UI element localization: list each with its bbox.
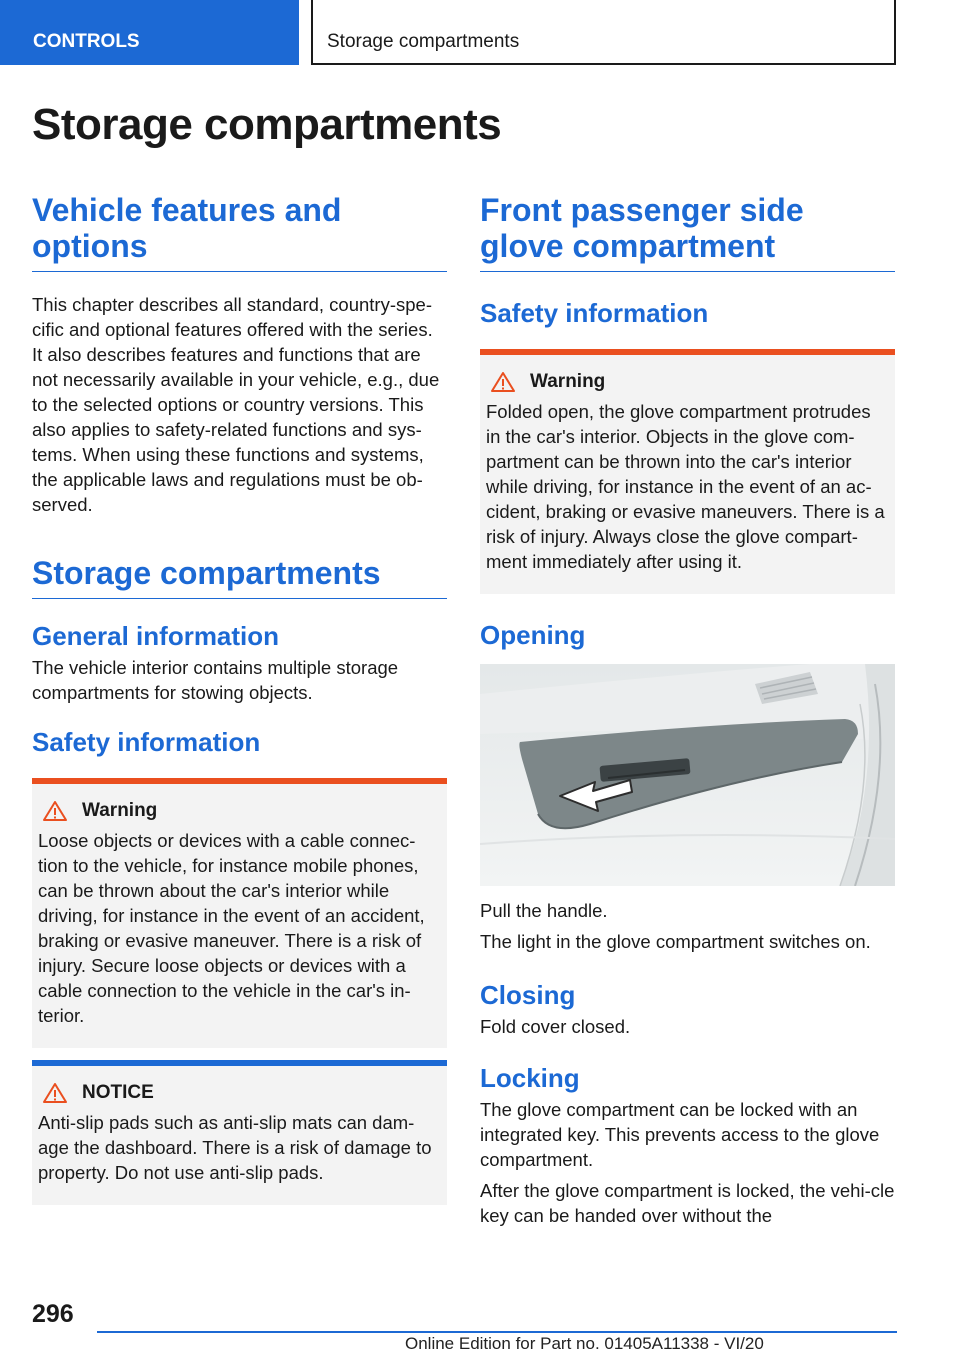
heading-locking: Locking: [480, 1063, 580, 1093]
locking-paragraph-2: After the glove compartment is locked, the vehi-cle key can be handed over without the: [480, 1180, 895, 1226]
topic-tab: Storage compartments: [311, 0, 896, 65]
heading-general-information: General information: [32, 621, 280, 651]
opening-step-2: The light in the glove compartment switches on.: [480, 931, 871, 952]
notice-triangle-icon: [42, 1082, 68, 1104]
left-column: [32, 192, 447, 1205]
locking-paragraph-1: The glove compartment can be locked with an integrated key. This prevents access to the glove compartment.: [480, 1099, 880, 1170]
heading-opening: Opening: [480, 620, 586, 650]
heading-safety-information-right: Safety information: [480, 298, 709, 328]
glove-warning-box: [480, 349, 895, 594]
heading-glove-compartment: Front passenger side glove compartment: [480, 192, 895, 272]
opening-step-1: Pull the handle.: [480, 900, 608, 921]
glove-warning-header: [486, 371, 889, 393]
glove-warning-text: Folded open, the glove compartment protrudes in the car's interior. Objects in the glove com-partment can be thrown into the car's interior while driving, for instance in the event of an ac-cident, braking or evasive maneuvers. There is a risk of injury. Always close the glove compart-ment immediately after using it.: [486, 401, 885, 572]
warning-box: [32, 778, 447, 1048]
notice-label: NOTICE: [82, 1082, 154, 1103]
heading-closing: Closing: [480, 980, 576, 1010]
page-number: 296: [32, 1300, 74, 1328]
closing-paragraph: Fold cover closed.: [480, 1016, 631, 1037]
warning-label: Warning: [82, 800, 158, 821]
glove-compartment-illustration: [480, 664, 895, 886]
notice-text: Anti-slip pads such as anti-slip mats can dam-age the dashboard. There is a risk of damage to property. Do not use anti-slip pads.: [38, 1112, 432, 1183]
glove-warning-label: Warning: [530, 371, 606, 392]
notice-header: [38, 1082, 441, 1104]
heading-vehicle-features: Vehicle features and options: [32, 192, 447, 272]
heading-storage-compartments: Storage compartments: [32, 555, 447, 599]
warning-text: Loose objects or devices with a cable connec-tion to the vehicle, for instance mobile phones, can be thrown about the car's interior while driving, for instance in the event of an accident, braking or evasive maneuver. There is a risk of injury. Secure loose objects or devices with a cable connection to the vehicle in the car's in-terior.: [38, 830, 425, 1026]
right-column: [480, 192, 895, 1228]
general-paragraph: The vehicle interior contains multiple storage compartments for stowing objects.: [32, 657, 399, 703]
warning-triangle-icon: [490, 371, 516, 393]
page-title: Storage compartments: [32, 100, 502, 149]
section-tab: CONTROLS: [0, 0, 299, 65]
features-paragraph: This chapter describes all standard, country-spe-cific and optional features offered with the series. It also describes features and functions that are not necessarily available in your vehicle, e.g., due to the selected options or country versions. This also applies to safety-related functions and sys-tems. When using these functions and systems, the applicable laws and regulations must be ob-served.: [32, 294, 440, 515]
edition-text: Online Edition for Part no. 01405A11338 - VI/20: [405, 1334, 764, 1353]
warning-header: [38, 800, 441, 822]
footer-divider: [97, 1331, 897, 1333]
notice-box: [32, 1060, 447, 1205]
warning-triangle-icon: [42, 800, 68, 822]
heading-safety-information: Safety information: [32, 727, 261, 757]
